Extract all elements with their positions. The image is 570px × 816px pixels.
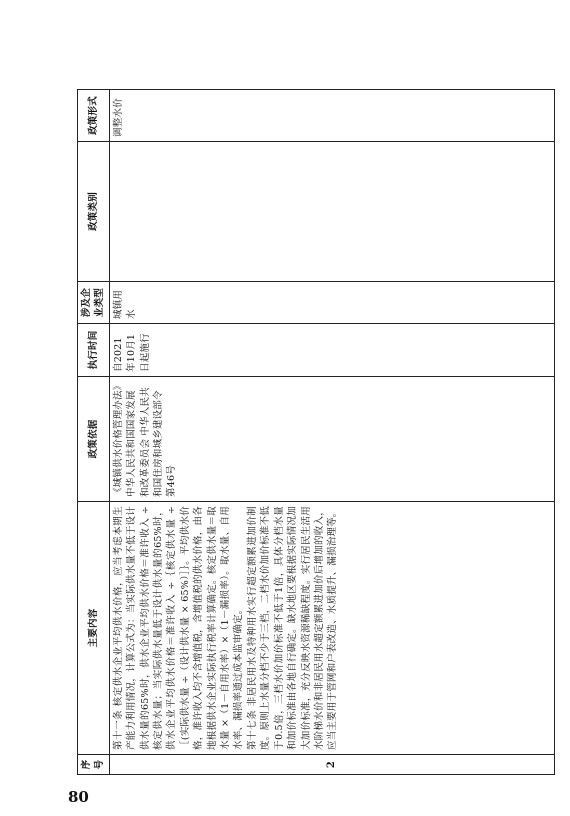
header-enterprise-type: 涉及企业类型 xyxy=(78,282,110,324)
policy-table xyxy=(77,89,555,775)
cell-basis: 《城镇供水价格管理办法》中华人民共和国国家发展和改革委员会 中华人民共和国住房和城乡建设部令 第46号 xyxy=(109,377,554,502)
rotated-page-content xyxy=(77,90,555,775)
header-policy-category: 政策类别 xyxy=(78,142,110,282)
cell-content xyxy=(109,502,554,755)
content-paragraph-article-11: 第十一条 核定供水企业平均供水价格，应当考虑本期生产能力利用情况，计算公式为：当实际供水量不低于设计供水量的65%时，供水企业平均供水价格＝准许收入 ÷ 核定供水量；当实际供水量低于设计供水量的65%时，供水企业平均供水价格＝准许收入 ÷｛核定供水量 ÷［(实际供水量 ÷（设计供水量 × 65%）］｝。平均供水价格，准许收入均不含增值税，含增值税的供水价格，由各地根据供水企业实际执行税率计算确定。核定供水量＝取水量 ×（1－自用水率）×（1－漏损率）。取水量、自用水率、漏损率通过成本监审确定。 xyxy=(112,506,245,750)
cell-time: 自2021年10月1日起施行 xyxy=(109,324,554,377)
cell-policy-form: 调整水价 xyxy=(109,90,554,142)
cell-seq: 2 xyxy=(109,755,554,775)
header-content: 主要内容 xyxy=(78,502,110,755)
table-header-row xyxy=(78,90,110,775)
cell-policy-category xyxy=(109,142,554,282)
content-paragraph-article-17: 第十七条 非居民用水及特种用水实行超定额累进加价制度。原则上水量分档不少于三档，二档水价加价标准不低于0.5倍，三档水价加价标准不低于1倍，具体分档水量和加价标准由各地自行确定。缺水地区要根据实际情况加大加价标准，充分反映水资源稀缺程度。实行居民生活用水阶梯水价和非居民用水超定额累进加价后增加的收入，应当主要用于管网和户表改造、水质提升、漏损治理等。 xyxy=(246,506,339,750)
header-policy-form: 政策形式 xyxy=(78,90,110,142)
header-seq: 序号 xyxy=(78,755,110,775)
header-time: 执行时间 xyxy=(78,324,110,377)
header-basis: 政策依据 xyxy=(78,377,110,502)
cell-enterprise-type: 城镇用水 xyxy=(109,282,554,324)
page-number: 80 xyxy=(68,788,89,806)
table-row xyxy=(109,90,554,775)
